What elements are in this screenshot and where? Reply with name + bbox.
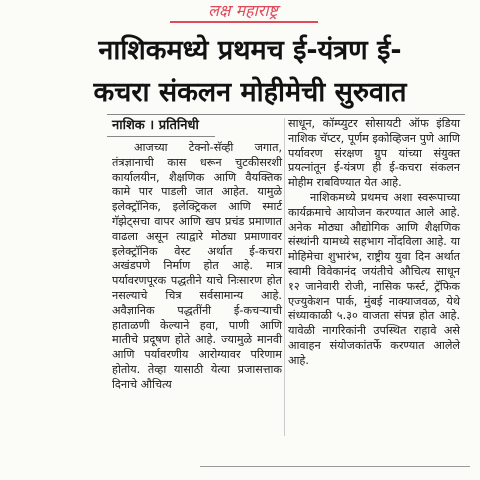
byline: नाशिक । प्रतिनिधी (112, 118, 199, 133)
article-paragraph-continued: साधून, कॉम्प्युटर सोसायटी ऑफ इंडिया नाशिक चॅप्टर, पूर्णम इकोव्हिजन पुणे आणि पर्यावरण संरक्षण ग्रुप यांच्या संयुक्त प्रयत्नांतून ई-यंत्रण ही ई-कचरा संकलन मोहीम राबविण्यात येत आहे. (288, 117, 460, 190)
article-paragraph: नाशिकमध्ये प्रथमच अशा स्वरूपाच्या कार्यक्रमाचे आयोजन करण्यात आले आहे. अनेक मोठ्या औद्योगिक आणि शैक्षणिक संस्थांनी यामध्ये सहभाग नोंदविला आहे. या मोहिमेचा शुभारंभ, राष्ट्रीय युवा दिन अर्थात स्वामी विवेकानंद जयंतीचे औचित्य साधून १२ जानेवारी रोजी, नासिक फर्स्ट, ट्रॅफिक एज्युकेशन पार्क, मुंबई नाक्याजवळ, येथे संध्याकाळी ५.३० वाजता संपन्न होत आहे. यावेळी नागरिकांनी उपस्थित राहावे असे आवाहन संयोजकांतर्फे करण्यात आलेले आहे. (288, 190, 460, 367)
headline (60, 30, 440, 114)
article-column-left (112, 141, 282, 393)
column-divider (284, 118, 285, 436)
headline-rule (107, 114, 465, 115)
byline-rule (107, 136, 215, 137)
headline-line-2: कचरा संकलन मोहीमेची सुरुवात (93, 77, 407, 108)
section-underline (170, 21, 318, 23)
page-bottom-rule (200, 466, 470, 467)
article-paragraph: आजच्या टेक्नो-सॅव्ही जगात, तंत्रज्ञानाची कास धरून चुटकीसरशी कार्यालयीन, शैक्षणिक आणि वैयक्तिक कामे पार पाडली जात आहेत. यामुळे इलेक्ट्रॉनिक, इलेक्ट्रिकल आणि स्मार्ट गॅझेट्सचा वापर आणि खप प्रचंड प्रमाणात वाढला असून त्याद्वारे मोठ्या प्रमाणावर इलेक्ट्रॉनिक वेस्ट अर्थात ई-कचरा अखंडपणे निर्माण होत आहे. मात्र पर्यावरणपूरक पद्धतीने याचे निःसारण होत नसल्याचे चित्र सर्वसामान्य आहे. अवैज्ञानिक पद्धतींनी ई-कचऱ्याची हाताळणी केल्याने हवा, पाणी आणि मातीचे प्रदूषण होते आहे. ज्यामुळे मानवी आणि पर्यावरणीय आरोग्यावर परिणाम होतोय. तेव्हा यासाठी येत्या प्रजासत्ताक दिनाचे औचित्य (112, 141, 282, 391)
article-column-right (288, 117, 460, 369)
headline-line-1: नाशिकमध्ये प्रथमच ई-यंत्रण ई- (98, 35, 402, 66)
section-label: लक्ष महाराष्ट्र (208, 1, 278, 20)
